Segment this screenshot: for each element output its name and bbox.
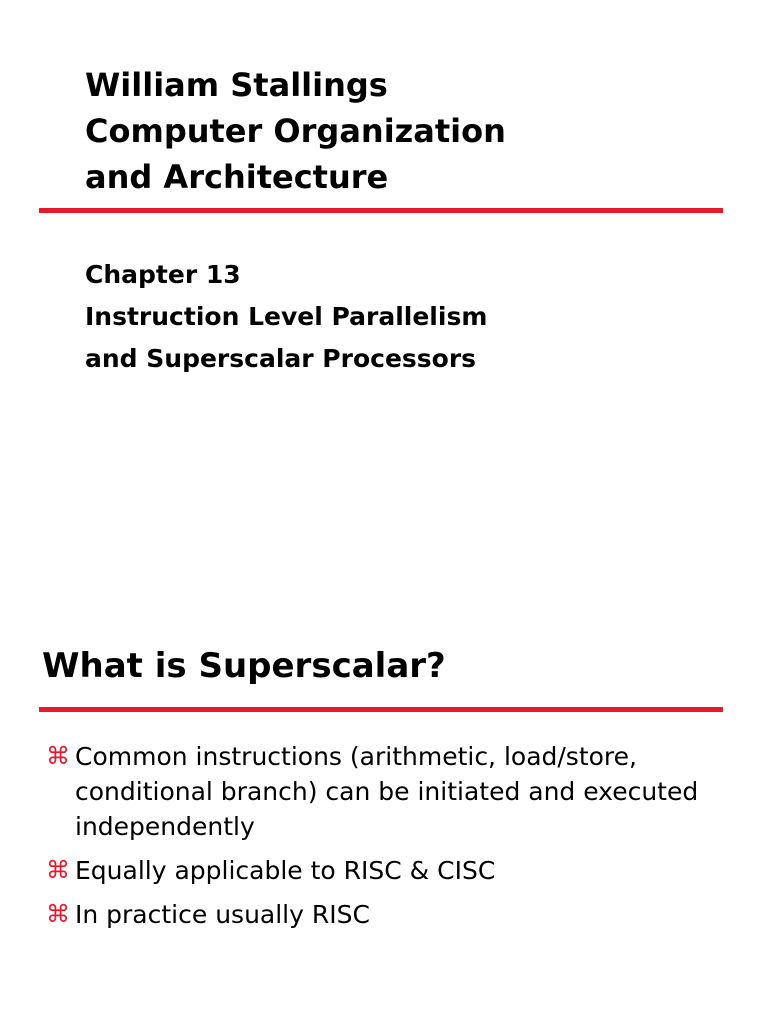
command-key-icon: ⌘	[46, 742, 70, 770]
subtitle-line: Chapter 13	[85, 260, 241, 289]
subtitle-line: Instruction Level Parallelism	[85, 302, 488, 331]
title-line: and Architecture	[85, 158, 389, 196]
slide-heading: What is Superscalar?	[42, 646, 446, 686]
chapter-subtitle	[85, 254, 487, 380]
bullet-text: In practice usually RISC	[75, 900, 370, 929]
heading-divider	[39, 707, 723, 712]
bullet-item	[46, 853, 706, 888]
command-key-icon: ⌘	[46, 900, 70, 928]
bullet-text: Equally applicable to RISC & CISC	[75, 856, 496, 885]
bullet-list	[46, 739, 706, 941]
title-line: William Stallings	[85, 66, 388, 104]
title-divider	[39, 208, 723, 213]
title-line: Computer Organization	[85, 112, 506, 150]
content-slide	[0, 512, 768, 1024]
bullet-item	[46, 739, 706, 844]
bullet-item	[46, 897, 706, 932]
subtitle-line: and Superscalar Processors	[85, 344, 477, 373]
bullet-text: Common instructions (arithmetic, load/store, conditional branch) can be initiated and executed independently	[75, 742, 699, 841]
command-key-icon: ⌘	[46, 856, 70, 884]
slide-title	[85, 62, 506, 200]
